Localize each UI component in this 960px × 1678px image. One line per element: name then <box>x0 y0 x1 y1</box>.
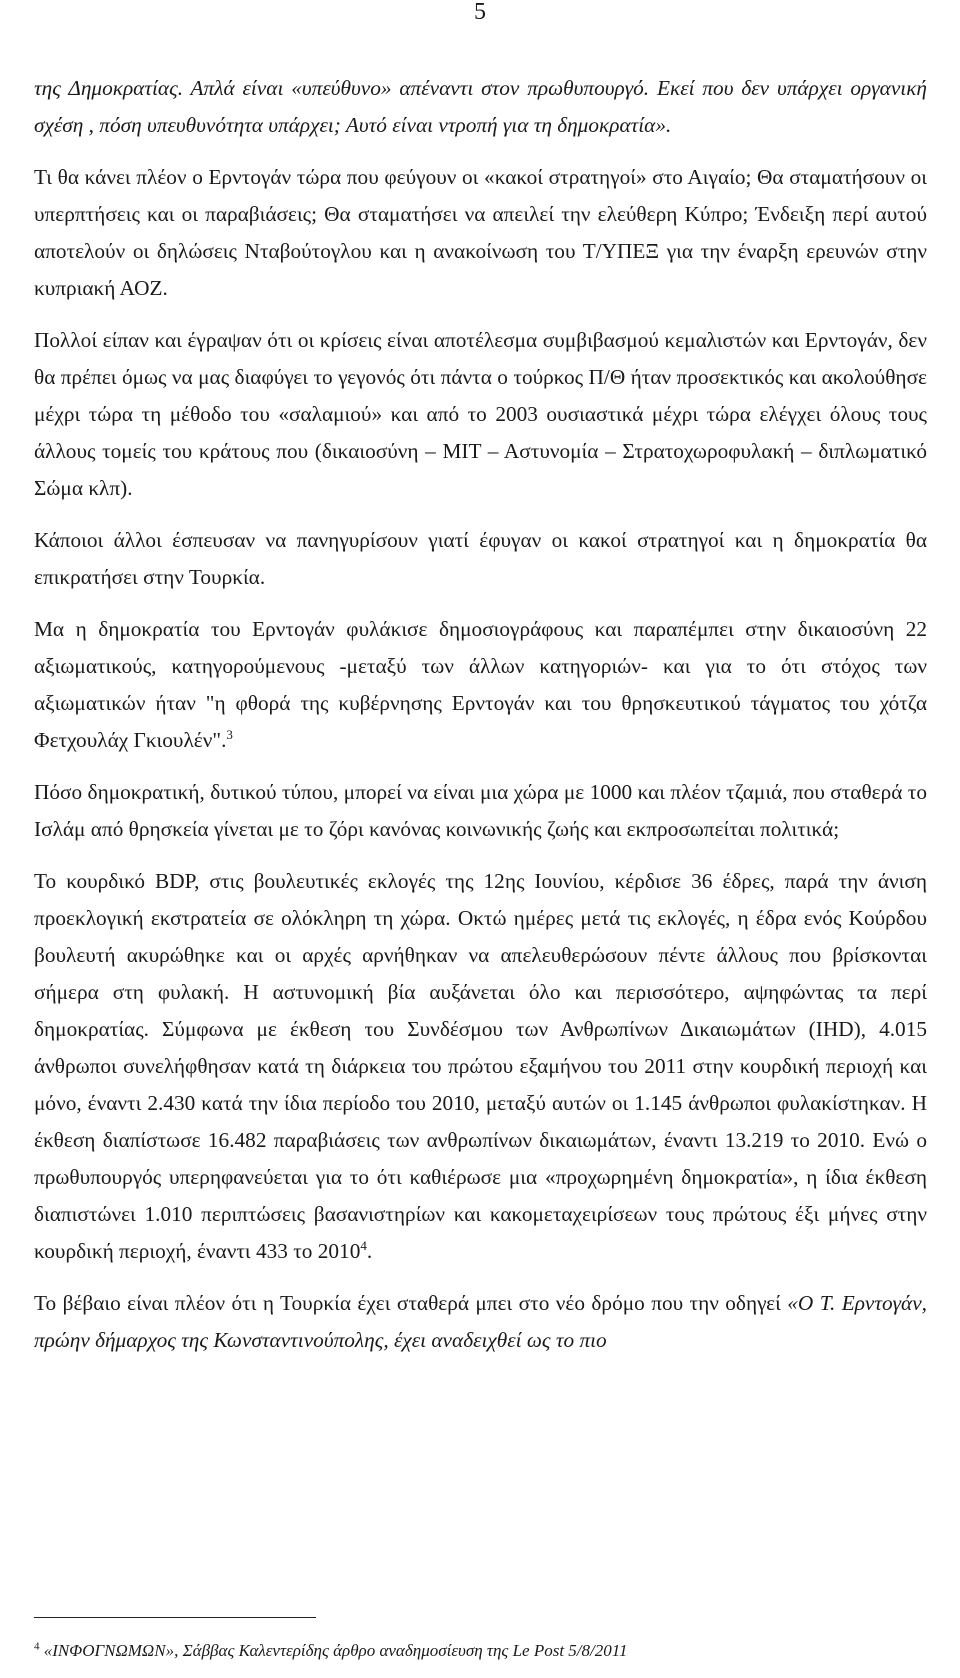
paragraph-celebration: Κάποιοι άλλοι έσπευσαν να πανηγυρίσουν γιατί έφυγαν οι κακοί στρατηγοί και η δημοκρατία θα επικρατήσει στην Τουρκία. <box>34 528 927 589</box>
footnote <box>34 1640 927 1662</box>
paragraph-new-road <box>34 1285 927 1359</box>
footnote-text: «ΙΝΦΟΓΝΩΜΩΝ», Σάββας Καλεντερίδης άρθρο αναδημοσίευση της Le Post 5/8/2011 <box>43 1641 628 1660</box>
document-body <box>34 70 927 1374</box>
paragraph-bdp-text: Το κουρδικό BDP, στις βουλευτικές εκλογές της 12ης Ιουνίου, κέρδισε 36 έδρες, παρά την άνιση προεκλογική εκστρατεία σε ολόκληρη τη χώρα. Οκτώ ημέρες μετά τις εκλογές, η έδρα ενός Κούρδου βουλευτή ακυρώθηκε και οι αρχές αρνήθηκαν να απελευθερώσουν πέντε άλλους που βρίσκονται σήμερα στη φυλακή. Η αστυνομική βία αυξάνεται όλο και περισσότερο, αψηφώντας τα περί δημοκρατίας. Σύμφωνα με έκθεση του Συνδέσμου των Ανθρωπίνων Δικαιωμάτων (IHD), 4.015 άνθρωποι συνελήφθησαν κατά τη διάρκεια του πρώτου εξαμήνου του 2011 στην κουρδική περιοχή και μόνο, έναντι 2.430 κατά την ίδια περίοδο του 2010, μεταξύ αυτών οι 1.145 άνθρωποι φυλακίστηκαν. Η έκθεση διαπίστωσε 16.482 παραβιάσεις των ανθρωπίνων δικαιωμάτων, έναντι 13.219 το 2010. Ενώ ο πρωθυπουργός υπερηφανεύεται για το ότι καθιέρωσε μια «προχωρημένη δημοκρατία», η ίδια έκθεση διαπιστώνει 1.010 περιπτώσεις βασανιστηρίων και κακομεταχειρίσεων τους πρώτους έξι μήνες στην κουρδική περιοχή, έναντι 433 το 2010 <box>34 869 927 1263</box>
footnote-ref-3[interactable]: 3 <box>226 726 233 742</box>
page-number: 5 <box>474 0 486 25</box>
paragraph-bdp-period: . <box>366 1239 373 1263</box>
paragraph-journalists <box>34 611 927 759</box>
paragraph-mosques: Πόσο δημοκρατική, δυτικού τύπου, μπορεί να είναι μια χώρα με 1000 και πλέον τζαμιά, που σταθερά το Ισλάμ από θρησκεία γίνεται με το ζόρι κανόνας κοινωνικής ζωής και εκπροσωπείται πολιτικά; <box>34 780 927 841</box>
footnote-separator <box>34 1617 316 1618</box>
paragraph-journalists-text: Μα η δημοκρατία του Ερντογάν φυλάκισε δημοσιογράφους και παραπέμπει στην δικαιοσύνη 22 αξιωματικούς, κατηγορούμενους -μεταξύ των άλλων κατηγοριών- και για το ότι στόχος των αξιωματικών ήταν "η φθορά της κυβέρνησης Ερντογάν και του θρησκευτικού τάγματος του χότζα Φετχουλάχ Γκιουλέν". <box>34 617 927 752</box>
paragraph-erdogan-aegean: Τι θα κάνει πλέον ο Ερντογάν τώρα που φεύγουν οι «κακοί στρατηγοί» στο Αιγαίο; Θα σταματήσουν οι υπερπτήσεις και οι παραβιάσεις; Θα σταματήσει να απειλεί την ελεύθερη Κύπρο; Ένδειξη περί αυτού αποτελούν οι δηλώσεις Νταβούτογλου και η ανακοίνωση του Τ/ΥΠΕΞ για την έναρξη ερευνών στην κυπριακή ΑΟΖ. <box>34 165 927 300</box>
paragraph-bdp <box>34 863 927 1270</box>
footnote-ref-4[interactable]: 4 <box>360 1237 367 1253</box>
paragraph-quote-continuation: της Δημοκρατίας. Απλά είναι «υπεύθυνο» απέναντι στον πρωθυπουργό. Εκεί που δεν υπάρχει οργανική σχέση , πόση υπευθυνότητα υπάρχει; Αυτό είναι ντροπή για τη δημοκρατία». <box>34 76 927 137</box>
paragraph-new-road-text: Το βέβαιο είναι πλέον ότι η Τουρκία έχει σταθερά μπει στο νέο δρόμο που την οδηγεί <box>34 1291 788 1315</box>
footnote-number: 4 <box>34 1640 40 1653</box>
paragraph-new-road-quote: «Ο Τ. Ερντογάν, πρώην δήμαρχος της Κωνσταντινούπολης, έχει αναδειχθεί ως το πιο <box>34 1291 927 1352</box>
paragraph-kemalist-compromise: Πολλοί είπαν και έγραψαν ότι οι κρίσεις είναι αποτέλεσμα συμβιβασμού κεμαλιστών και Ερντογάν, δεν θα πρέπει όμως να μας διαφύγει το γεγονός ότι πάντα ο τούρκος Π/Θ ήταν προσεκτικός και ακολούθησε μέχρι τώρα τη μέθοδο του «σαλαμιού» και από το 2003 ουσιαστικά μέχρι τώρα ελέγχει όλους τους άλλους τομείς του κράτους που (δικαιοσύνη – ΜΙΤ – Αστυνομία – Στρατοχωροφυλακή – διπλωματικό Σώμα κλπ). <box>34 328 927 500</box>
